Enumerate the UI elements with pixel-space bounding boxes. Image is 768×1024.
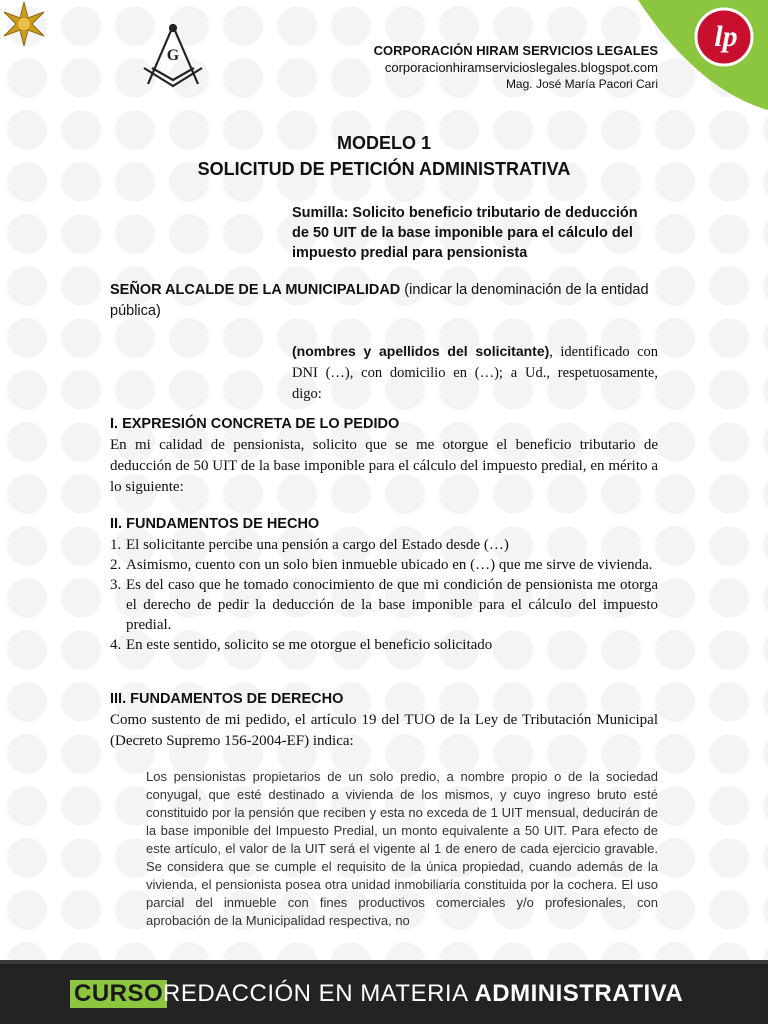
footer-curso-label: CURSO bbox=[70, 980, 167, 1008]
list-item bbox=[110, 555, 658, 575]
document-main-title: SOLICITUD DE PETICIÓN ADMINISTRATIVA bbox=[197, 159, 571, 179]
section-3-title: III. FUNDAMENTOS DE DERECHO bbox=[110, 691, 344, 707]
footer-title-light: REDACCIÓN EN MATERIA bbox=[163, 980, 475, 1007]
document-model-title: MODELO 1 bbox=[336, 133, 431, 153]
list-item-number: 1. bbox=[110, 537, 122, 553]
footer-divider bbox=[0, 960, 768, 964]
footer-course-title bbox=[163, 980, 683, 1008]
list-item-number: 2. bbox=[110, 557, 122, 573]
list-item bbox=[110, 575, 658, 635]
solicitante-rest: , identificado con DNI (…), con domicilio en (…); a Ud., respetuosamente, digo: bbox=[292, 344, 659, 402]
list-item-text: El solicitante percibe una pensión a cargo del Estado desde (…) bbox=[126, 537, 509, 553]
section-2-list bbox=[110, 535, 658, 655]
sumilla-text: Sumilla: Solicito beneficio tributario de deducción de 50 UIT de la base imponible para el cálculo del impuesto predial para pensionista bbox=[292, 205, 638, 261]
header-org-name: CORPORACIÓN HIRAM SERVICIOS LEGALES bbox=[373, 43, 658, 58]
gold-star-icon bbox=[0, 0, 48, 48]
list-item bbox=[110, 535, 658, 555]
header-author: Mag. José María Pacori Cari bbox=[505, 77, 658, 91]
lp-logo-icon: lp bbox=[714, 20, 738, 53]
list-item-number: 3. bbox=[110, 577, 122, 593]
section-1-title: I. EXPRESIÓN CONCRETA DE LO PEDIDO bbox=[110, 416, 400, 432]
list-item-text: Es del caso que he tomado conocimiento de que mi condición de pensionista me otorga el derecho de pedir la deducción de la base imponible para el cálculo del impuesto predial. bbox=[126, 577, 658, 633]
header-blog-url: corporacionhiramservicioslegales.blogspot.com bbox=[384, 60, 658, 75]
addressee-bold: SEÑOR ALCALDE DE LA MUNICIPALIDAD bbox=[110, 282, 401, 298]
section-3-text: Como sustento de mi pedido, el artículo 19 del TUO de la Ley de Tributación Municipal (Decreto Supremo 156-2004-EF) indica: bbox=[110, 712, 658, 749]
section-2-title: II. FUNDAMENTOS DE HECHO bbox=[110, 516, 320, 532]
section-1-text: En mi calidad de pensionista, solicito que se me otorgue el beneficio tributario de deducción de 50 UIT de la base imponible para el cálculo del impuesto predial, en mérito a lo siguiente: bbox=[110, 437, 658, 495]
list-item-number: 4. bbox=[110, 637, 122, 653]
footer-title-bold: ADMINISTRATIVA bbox=[474, 980, 684, 1007]
legal-quote: Los pensionistas propietarios de un solo predio, a nombre propio o de la sociedad conyugal, que esté destinado a vivienda de los mismos, y cuyo ingreso bruto esté constituido por la pensión que reciben y esta no exceda de 1 UIT mensual, deducirán de la base imponible del Impuesto Predial, un monto equivalente a 50 UIT. Para efecto de este artículo, el valor de la UIT será el vigente al 1 de enero de cada ejercicio gravable. Se considera que se cumple el requisito de la única propiedad, cuando además de la vivienda, el pensionista posea otra unidad inmobiliaria constituida por la cochera. El uso parcial del inmueble con fines productivos comerciales y/o profesionales, con aprobación de la Municipalidad respectiva, no bbox=[146, 769, 658, 928]
addressee-paragraph bbox=[110, 280, 655, 322]
list-item-text: Asimismo, cuento con un solo bien inmueble ubicado en (…) que me sirve de vivienda. bbox=[126, 557, 653, 573]
list-item-text: En este sentido, solicito se me otorgue el beneficio solicitado bbox=[126, 637, 493, 653]
solicitante-paragraph bbox=[292, 341, 658, 405]
addressee-rest: (indicar la denominación de la entidad pública) bbox=[110, 282, 649, 319]
header-block bbox=[374, 42, 658, 93]
masonic-square-compass-icon bbox=[138, 22, 208, 92]
list-item bbox=[110, 635, 658, 655]
solicitante-bold: (nombres y apellidos del solicitante) bbox=[292, 343, 550, 359]
svg-text:G: G bbox=[166, 47, 180, 64]
footer-banner bbox=[0, 960, 768, 1024]
